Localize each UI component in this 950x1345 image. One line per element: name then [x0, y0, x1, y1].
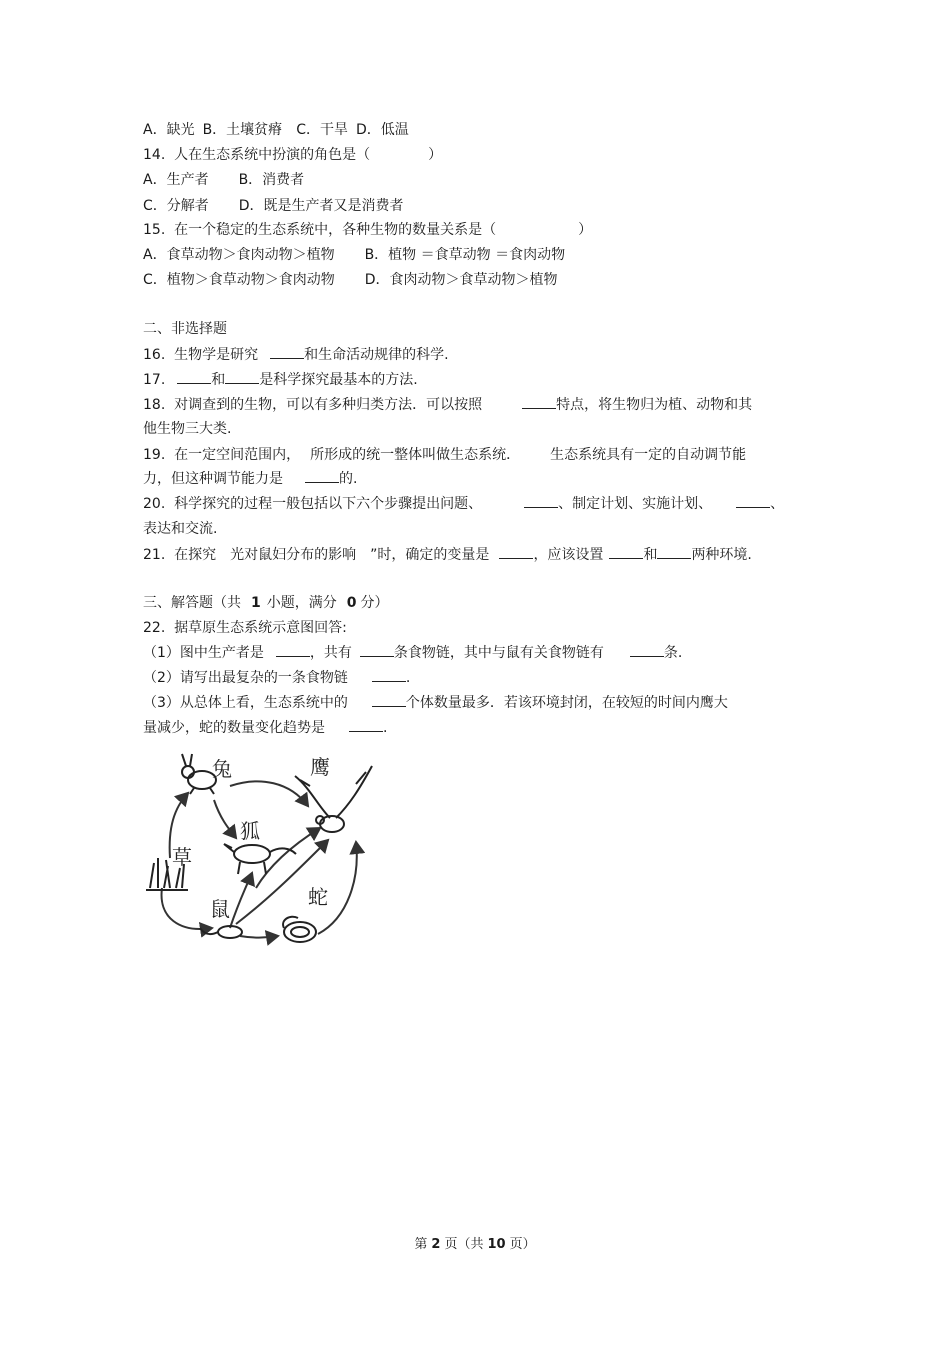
- footer-total-pages: 10: [487, 1237, 506, 1252]
- q22-sub3-text-2: 个体数量最多．若该环境封闭，在较短的时间内鹰大: [405, 695, 728, 711]
- section2-title: 二、非选择题: [143, 321, 227, 337]
- label-grass: 草: [172, 845, 192, 869]
- eagle-drawing: [295, 766, 372, 832]
- q17-number: 17.: [143, 372, 166, 388]
- q14-option-a: A．生产者: [143, 172, 209, 188]
- q15-options-ab: [143, 246, 565, 264]
- q22-sub1-text-3: 条食物链，其中与鼠有关食物链有: [393, 645, 604, 661]
- fox-drawing: [224, 844, 296, 874]
- q22-sub3-text-3: 量减少，蛇的数量变化趋势是: [143, 720, 325, 736]
- q22-sub1-blank-2[interactable]: [360, 644, 394, 657]
- q15-stem-text: 15. 在一个稳定的生态系统中，各种生物的数量关系是（: [143, 222, 497, 238]
- footer-text-1: 第: [414, 1237, 428, 1252]
- q22-sub3-blank-2[interactable]: [349, 719, 383, 732]
- q13-option-a: A．缺光: [143, 122, 195, 138]
- q22-sub2-text-1: （2）请写出最复杂的一条食物链: [143, 670, 348, 686]
- q19-text-1: 19. 在一定空间范围内，: [143, 447, 301, 463]
- q21-blank-2[interactable]: [609, 546, 643, 559]
- q15-stem: [143, 221, 592, 239]
- q22-sub3-text-1: （3）从总体上看，生态系统中的: [143, 695, 348, 711]
- rabbit-drawing: [182, 754, 216, 794]
- q18-text-2: 特点，将生物归为植、动物和其: [556, 397, 753, 413]
- q22-sub2-blank[interactable]: [372, 669, 406, 682]
- q21-text-6: 两种环境.: [691, 547, 752, 563]
- q21-text-3: ”时，确定的变量是: [370, 547, 490, 563]
- q13-option-c: C．干旱: [296, 122, 348, 138]
- q17: [143, 371, 418, 389]
- q15-option-a: A．食草动物＞食肉动物＞植物: [143, 247, 335, 263]
- q17-blank-2[interactable]: [225, 371, 259, 384]
- q14-option-b: B．消费者: [238, 172, 305, 188]
- label-eagle: 鹰: [310, 755, 330, 779]
- arrow-rabbit-to-eagle: [230, 781, 308, 806]
- q22-sub3-text-4: .: [383, 720, 388, 736]
- q16-text-1: 16. 生物学是研究: [143, 347, 259, 363]
- q22-sub3-blank-1[interactable]: [372, 694, 406, 707]
- q15-option-c: C．植物＞食草动物＞食肉动物: [143, 272, 335, 288]
- q19-line2: [143, 470, 357, 488]
- q22-sub3-line1: [143, 694, 728, 712]
- q21-blank-1[interactable]: [499, 546, 533, 559]
- q20-line1: [143, 495, 784, 513]
- q15-option-b: B．植物 ＝食草动物 ＝食肉动物: [364, 247, 566, 263]
- q21-text-5: 和: [643, 547, 658, 563]
- q18-line2: 他生物三大类.: [143, 421, 232, 437]
- section3-title: [143, 594, 389, 612]
- q14-option-d: D．既是生产者又是消费者: [238, 198, 404, 214]
- q14-options-ab: [143, 171, 304, 189]
- q15-close-paren: ）: [578, 222, 593, 238]
- q14-options-cd: [143, 197, 404, 215]
- q22-stem: 22. 据草原生态系统示意图回答:: [143, 620, 347, 636]
- footer-page-number: 2: [431, 1237, 441, 1252]
- snake-drawing: [283, 917, 316, 942]
- q15-options-cd: [143, 271, 558, 289]
- q21-text-1: 21. 在探究: [143, 547, 217, 563]
- section3-count: 1: [251, 595, 261, 611]
- label-snake: 蛇: [308, 885, 328, 909]
- q22-sub3-line2: [143, 719, 387, 737]
- q22-sub1-blank-1[interactable]: [276, 644, 310, 657]
- arrow-rabbit-to-fox: [214, 800, 236, 838]
- section3-text-2: 小题，满分: [266, 595, 337, 611]
- q17-blank-1[interactable]: [177, 371, 211, 384]
- q16: [143, 346, 449, 364]
- label-fox: 狐: [240, 819, 260, 843]
- label-mouse: 鼠: [210, 897, 230, 921]
- q19-text-5: 的.: [339, 471, 358, 487]
- q19-line1: [143, 446, 746, 464]
- q22-sub1-text-1: （1）图中生产者是: [143, 645, 264, 661]
- q20-text-2: 、制定计划、实施计划、: [558, 496, 713, 512]
- q21-blank-3[interactable]: [657, 546, 691, 559]
- q14-option-c: C．分解者: [143, 198, 209, 214]
- q18-blank[interactable]: [522, 396, 556, 409]
- q13-option-d: D．低温: [355, 122, 409, 138]
- q15-option-d: D．食肉动物＞食草动物＞植物: [364, 272, 558, 288]
- q16-blank[interactable]: [270, 346, 304, 359]
- q14-close-paren: ）: [428, 147, 443, 163]
- q19-text-3: 生态系统具有一定的自动调节能: [550, 447, 747, 463]
- q22-sub1-blank-3[interactable]: [630, 644, 664, 657]
- arrow-grass-to-mouse: [162, 888, 212, 929]
- q21-text-2: 光对鼠妇分布的影响: [230, 547, 357, 563]
- q19-blank[interactable]: [305, 470, 339, 483]
- q22-sub1-text-4: 条.: [663, 645, 683, 661]
- section3-text-3: 分）: [360, 595, 389, 611]
- food-web-diagram: [140, 748, 388, 958]
- q19-text-4: 力，但这种调节能力是: [143, 471, 283, 487]
- arrow-mouse-to-snake: [240, 936, 278, 938]
- q21-text-4: ，应该设置: [533, 547, 604, 563]
- footer-text-3: 页）: [509, 1237, 536, 1252]
- q14-stem: [143, 146, 442, 164]
- q16-text-2: 和生命活动规律的科学.: [304, 347, 449, 363]
- section3-score: 0: [346, 595, 357, 611]
- q17-text-and: 和: [211, 372, 226, 388]
- footer-text-2: 页（共: [444, 1237, 484, 1252]
- q18-line1: [143, 396, 752, 414]
- q22-sub2-text-2: .: [405, 670, 411, 686]
- q20-text-1: 20. 科学探究的过程一般包括以下六个步骤提出问题、: [143, 496, 483, 512]
- q13-options: [143, 121, 409, 139]
- q20-blank-1[interactable]: [524, 495, 558, 508]
- q22-sub1: [143, 644, 682, 662]
- q19-text-2: 所形成的统一整体叫做生态系统．: [310, 447, 521, 463]
- section3-text-1: 三、解答题（共: [143, 595, 241, 611]
- label-rabbit: 兔: [212, 757, 232, 781]
- q20-line2: 表达和交流.: [143, 521, 218, 537]
- q20-blank-2[interactable]: [736, 495, 770, 508]
- q20-text-3: 、: [770, 496, 785, 512]
- q22-sub1-text-2: ，共有: [309, 645, 352, 661]
- q18-text-1: 18. 对调查到的生物，可以有多种归类方法．可以按照: [143, 397, 483, 413]
- q17-text-2: 是科学探究最基本的方法.: [259, 372, 418, 388]
- q22-sub2: [143, 669, 410, 687]
- arrow-mouse-to-eagle: [236, 840, 328, 924]
- page-footer: [0, 1233, 950, 1252]
- q14-stem-text: 14. 人在生态系统中扮演的角色是（: [143, 147, 371, 163]
- q13-option-b: B．土壤贫瘠: [202, 122, 283, 138]
- q21: [143, 546, 752, 564]
